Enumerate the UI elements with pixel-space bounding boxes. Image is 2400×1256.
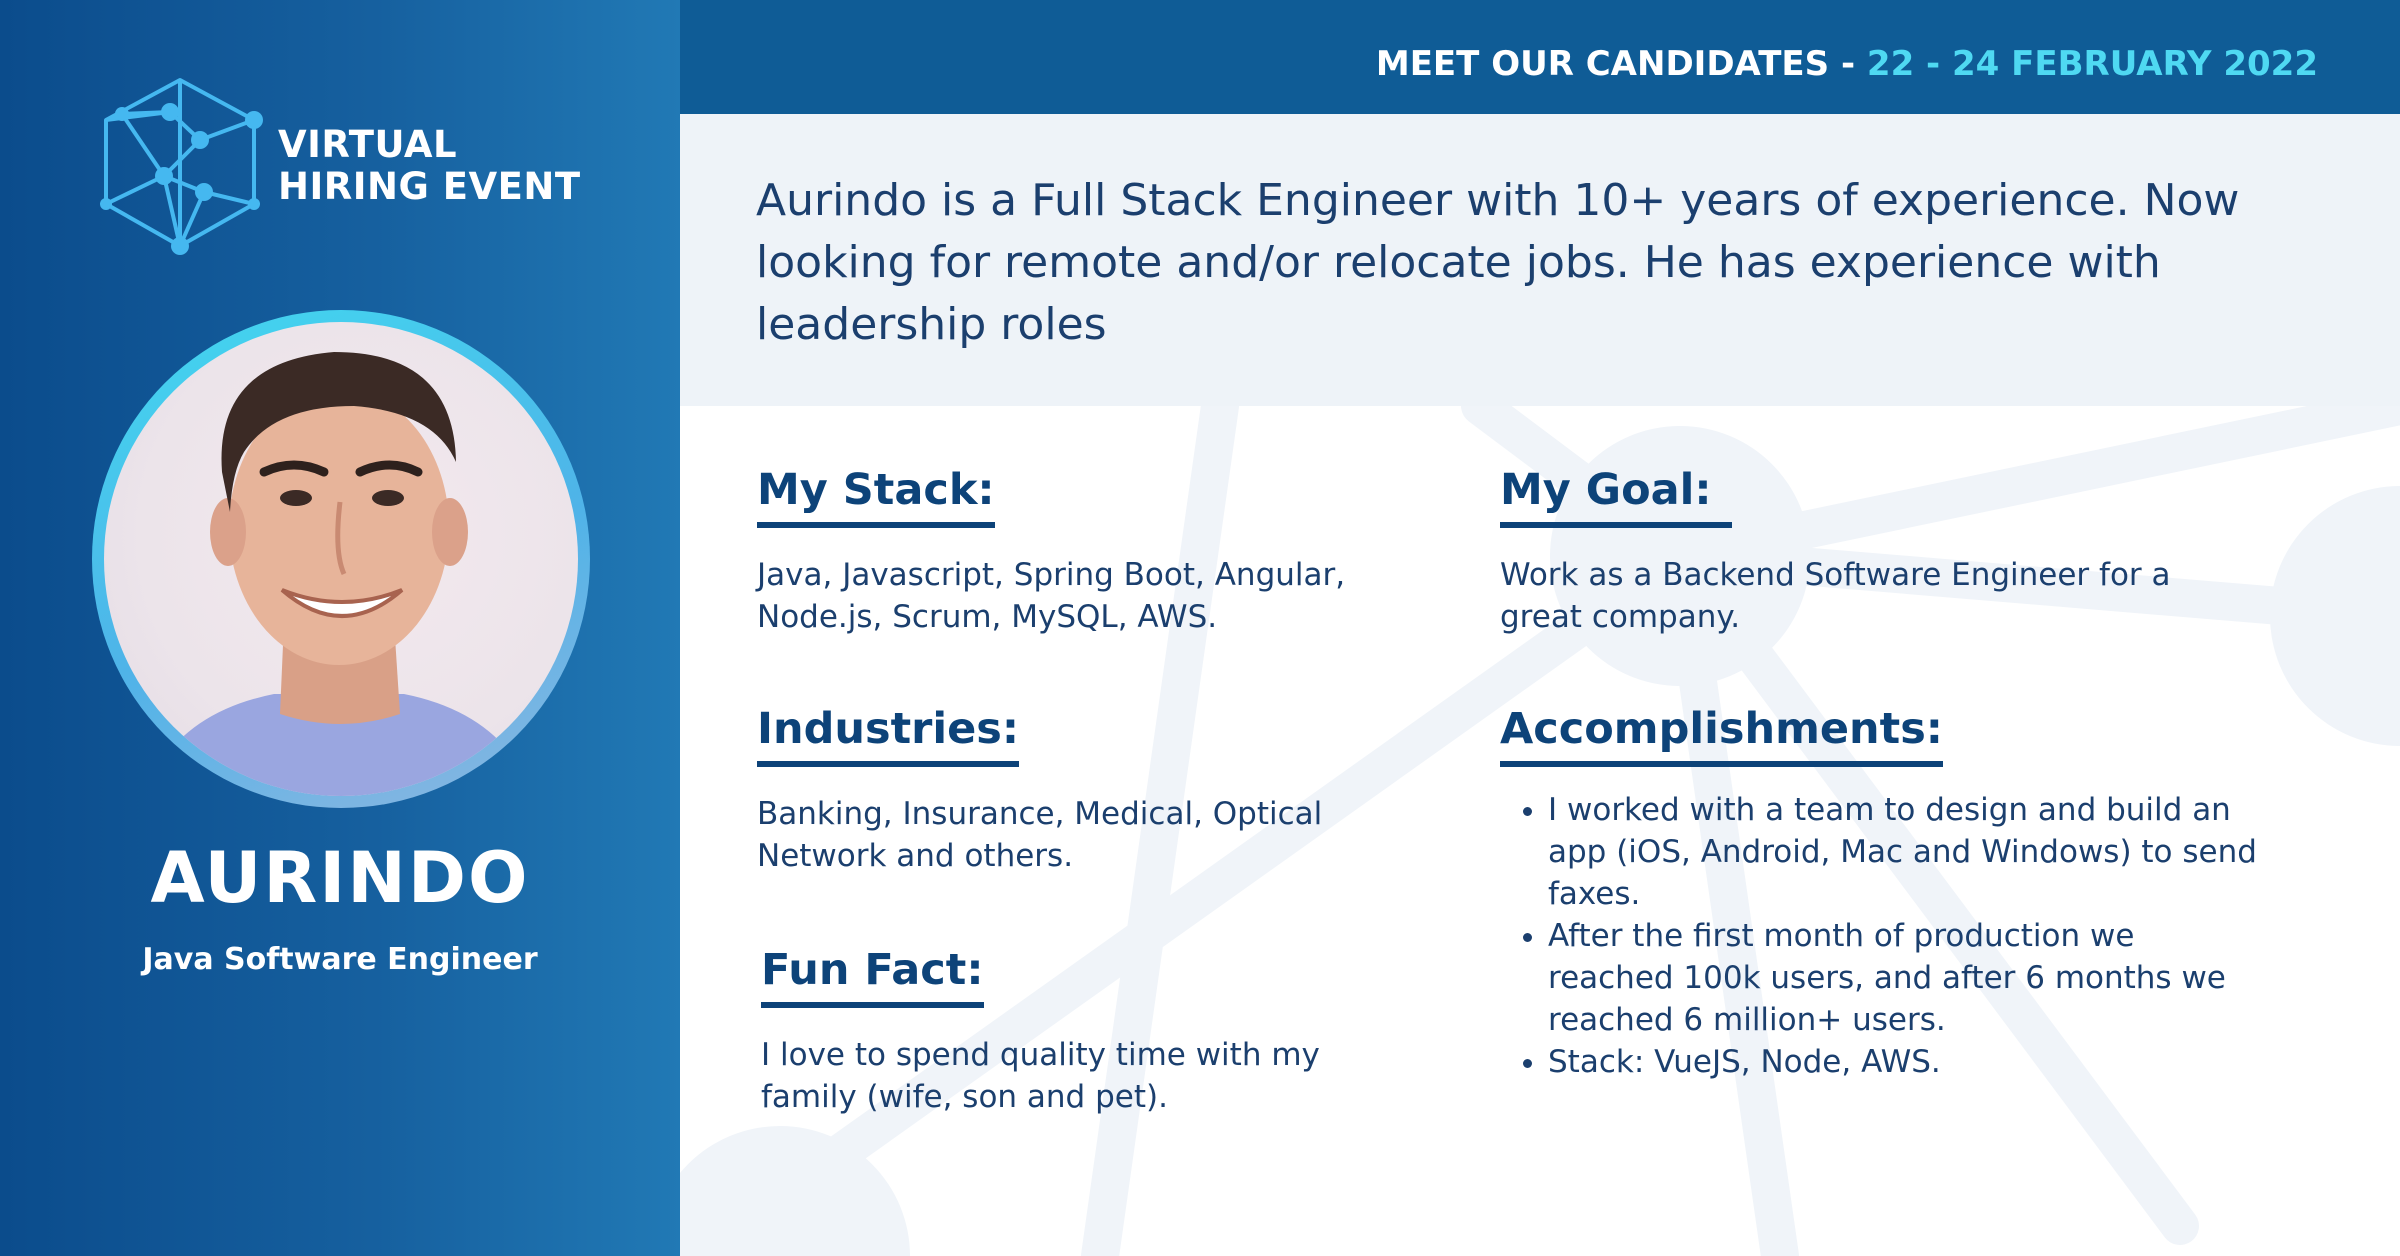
section-text-fun-fact: I love to spend quality time with my family (wife, son and pet).	[761, 1037, 1320, 1115]
banner-title	[1376, 44, 2318, 84]
event-name-line2: HIRING EVENT	[278, 165, 581, 208]
section-industries	[757, 703, 1457, 877]
top-banner	[680, 0, 2400, 114]
candidate-intro: Aurindo is a Full Stack Engineer with 10+ years of experience. Now looking for remote and/or relocate jobs. He has experience with leadership roles	[756, 175, 2240, 350]
section-title-industries: Industries:	[757, 703, 1019, 767]
candidate-photo	[104, 322, 578, 796]
candidate-photo-frame	[92, 310, 590, 808]
intro-band	[680, 114, 2400, 406]
candidate-sidebar	[0, 0, 680, 1256]
section-stack	[757, 464, 1437, 638]
candidate-name: AURINDO	[150, 837, 530, 919]
section-text-goal: Work as a Backend Software Engineer for a great company.	[1500, 557, 2171, 635]
network-logo-icon	[98, 74, 268, 260]
list-item: • Stack: VueJS, Node, AWS.	[1548, 1041, 2260, 1083]
section-title-accomplishments: Accomplishments:	[1500, 703, 1943, 767]
section-title-stack: My Stack:	[757, 464, 995, 528]
section-text-industries: Banking, Insurance, Medical, Optical Network and others.	[757, 796, 1323, 874]
section-text-stack: Java, Javascript, Spring Boot, Angular, Node.js, Scrum, MySQL, AWS.	[757, 557, 1346, 635]
section-title-fun-fact: Fun Fact:	[761, 944, 984, 1008]
candidate-portrait-image	[104, 322, 578, 796]
section-accomplishments	[1500, 703, 2260, 1083]
section-title-goal: My Goal:	[1500, 464, 1732, 528]
candidate-role: Java Software Engineer	[142, 942, 538, 977]
event-name	[278, 124, 581, 208]
banner-label: MEET OUR CANDIDATES -	[1375, 44, 1867, 84]
list-item: • I worked with a team to design and build an app (iOS, Android, Mac and Windows) to send faxes.	[1548, 789, 2260, 915]
section-goal	[1500, 464, 2260, 638]
section-fun-fact	[761, 944, 1421, 1118]
banner-dates: 22 - 24 FEBRUARY 2022	[1866, 44, 2318, 84]
event-name-line1: VIRTUAL	[278, 123, 458, 166]
list-item: • After the first month of production we reached 100k users, and after 6 months we reached 6 million+ users.	[1548, 915, 2260, 1041]
accomplishments-list	[1500, 789, 2260, 1083]
